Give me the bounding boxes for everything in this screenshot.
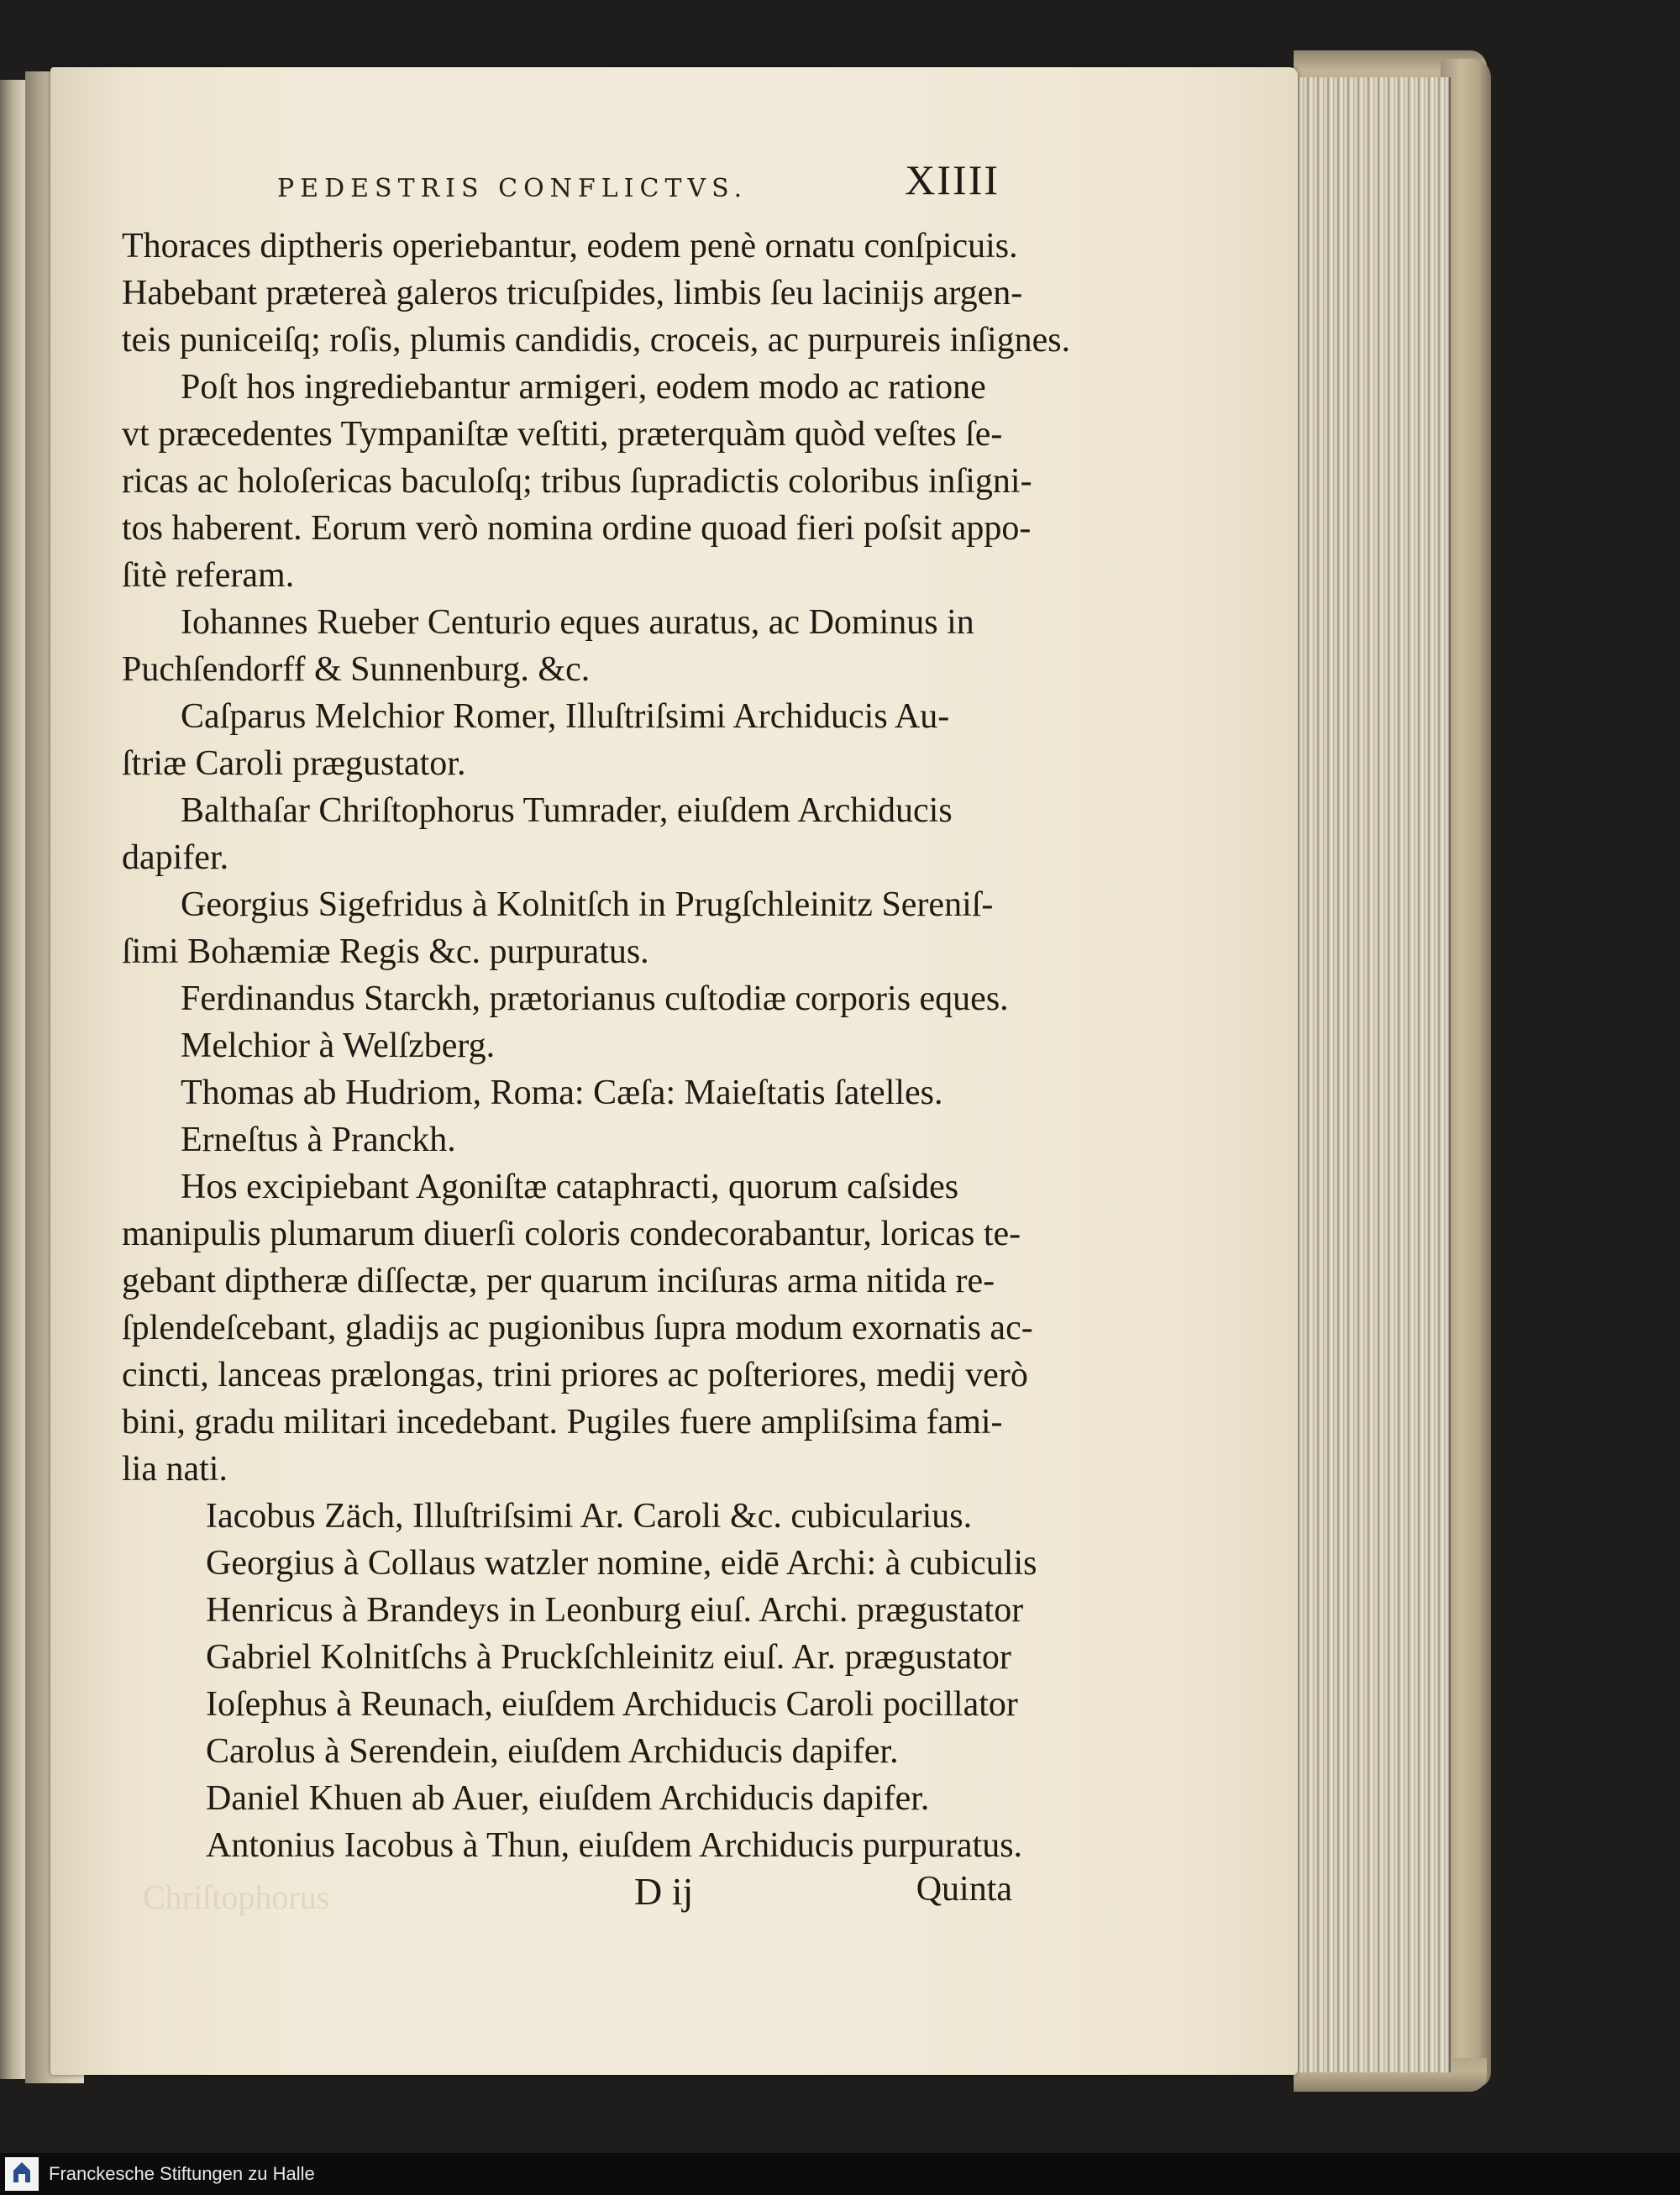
body-line: Erneſtus à Pranckh.	[181, 1121, 456, 1159]
body-line: tos haberent. Eorum verò nomina ordine quoad fieri poſsit appo-	[122, 509, 1032, 548]
body-line: Thoraces diptheris operiebantur, eodem penè ornatu conſpicuis.	[122, 227, 1018, 265]
body-line: ſplendeſcebant, gladijs ac pugionibus ſupra modum exornatis ac-	[122, 1309, 1033, 1347]
body-line: bini, gradu militari incedebant. Pugiles fuere ampliſsima fami-	[122, 1403, 1003, 1441]
body-line: Antonius Iacobus à Thun, eiuſdem Archiducis purpuratus.	[206, 1826, 1023, 1865]
institution-name: Franckesche Stiftungen zu Halle	[49, 2163, 315, 2184]
show-through-text: Chriſtophorus	[143, 1878, 330, 1916]
body-line: Poſt hos ingrediebantur armigeri, eodem modo ac ratione	[181, 368, 986, 407]
body-line: ſimi Bohæmiæ Regis &c. purpuratus.	[122, 932, 649, 971]
body-line: Melchior à Welſzberg.	[181, 1027, 496, 1065]
institution-logo-icon	[5, 2157, 39, 2191]
body-line: Iacobus Zäch, Illuſtriſsimi Ar. Caroli &c. cubicularius.	[206, 1497, 973, 1536]
body-line: lia nati.	[122, 1450, 228, 1489]
body-line: Caſparus Melchior Romer, Illuſtriſsimi Archiducis Au-	[181, 697, 950, 736]
body-line: Thomas ab Hudriom, Roma: Cæſa: Maieſtatis ſatelles.	[181, 1074, 943, 1112]
body-line: Gabriel Kolnitſchs à Pruckſchleinitz eiuſ. Ar. prægustator	[206, 1638, 1011, 1677]
body-line: Balthaſar Chriſtophorus Tumrader, eiuſdem Archiducis	[181, 791, 953, 830]
page-fore-edge	[1294, 77, 1451, 2072]
body-line: Ferdinandus Starckh, prætorianus cuſtodiæ corporis eques.	[181, 979, 1009, 1018]
body-line: Henricus à Brandeys in Leonburg eiuſ. Archi. prægustator	[206, 1591, 1024, 1630]
body-line: Iohannes Rueber Centurio eques auratus, ac Dominus in	[181, 603, 974, 642]
body-line: ricas ac holoſericas baculoſq; tribus ſupradictis coloribus inſigni-	[122, 462, 1032, 501]
body-line: Hos excipiebant Agoniſtæ cataphracti, quorum caſsides	[181, 1168, 959, 1206]
body-line: Puchſendorff & Sunnenburg. &c.	[122, 650, 591, 689]
body-line: Daniel Khuen ab Auer, eiuſdem Archiducis dapifer.	[206, 1779, 930, 1818]
body-line: Georgius à Collaus watzler nomine, eidē Archi: à cubiculis	[206, 1544, 1037, 1583]
body-line: cincti, lanceas prælongas, trini priores ac poſteriores, medij verò	[122, 1356, 1028, 1394]
body-line: vt præcedentes Tympaniſtæ veſtiti, præterquàm quòd veſtes ſe-	[122, 415, 1003, 454]
body-line: ſitè referam.	[122, 556, 295, 595]
body-line: manipulis plumarum diuerſi coloris condecorabantur, loricas te-	[122, 1215, 1021, 1253]
running-head: PEDESTRIS CONFLICTVS.	[277, 174, 748, 203]
institution-bar	[0, 2153, 1680, 2195]
body-line: Ioſephus à Reunach, eiuſdem Archiducis Caroli pocillator	[206, 1685, 1018, 1724]
body-line: gebant diptheræ diſſectæ, per quarum inciſuras arma nitida re-	[122, 1262, 995, 1300]
body-line: teis puniceiſq; roſis, plumis candidis, croceis, ac purpureis inſignes.	[122, 321, 1071, 360]
signature-mark: D ij	[634, 1870, 694, 1913]
folio-number: XIIII	[905, 156, 1000, 203]
catchword: Quinta	[916, 1870, 1012, 1909]
body-line: ſtriæ Caroli prægustator.	[122, 744, 466, 783]
body-line: Georgius Sigefridus à Kolnitſch in Prugſchleinitz Sereniſ-	[181, 885, 994, 924]
body-line: Habebant prætereà galeros tricuſpides, limbis ſeu lacinijs argen-	[122, 274, 1023, 312]
body-line: Carolus à Serendein, eiuſdem Archiducis dapifer.	[206, 1732, 899, 1771]
page-header	[277, 155, 1000, 223]
body-line: dapifer.	[122, 838, 229, 877]
